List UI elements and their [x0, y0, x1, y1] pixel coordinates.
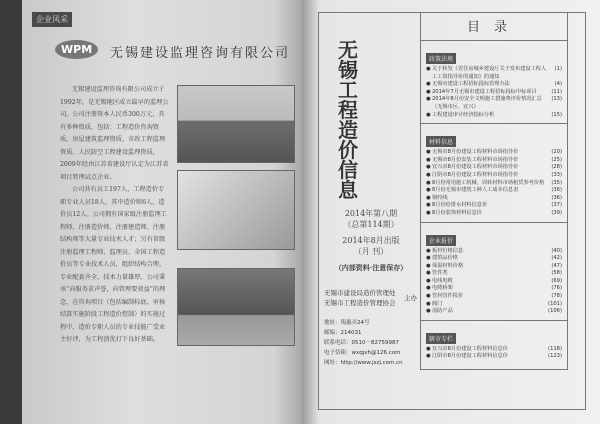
toc-item-page: (11) [551, 88, 562, 95]
paragraph: 公司共有员工197人，工程造价专职专业人员18人，其中造价师6人，造价员12人。公司拥有国家级注册监理工程师、注册造价师、注册建造师、注册结构师等大量专业技术人才；另有省级注册监理工程师、监理员、全国工程造价员等专业技术人员，组织结构合理，专业配套齐全，技术力量雄厚。公司秉承“向服务求声誉，向管理要效益”的理念，在咨询项目（包括编制标底、审核结算实施阶段工程造价控制）的实施过程中，造价专职人员的专业技能广受业主好评，为工程创优打下良好基础。 [60, 186, 167, 343]
toc-item-page: (78) [551, 293, 562, 300]
toc-item-title: 管件类 [432, 270, 448, 277]
toc-section [420, 40, 568, 123]
toc-item-page: (35) [551, 179, 562, 186]
toc-item-page: (36) [551, 187, 562, 194]
toc-item-page: (101) [548, 300, 562, 307]
bullet-icon: ● [426, 353, 431, 360]
toc-item-page: (1) [554, 66, 562, 72]
toc-sections [420, 40, 568, 365]
organizer: 无锡市建设局造价管理处 [324, 289, 396, 297]
issue-total: （总第114期） [343, 220, 399, 229]
toc-item-title: 8月份装饰材料信息价 [432, 209, 482, 216]
bullet-icon: ● [426, 111, 431, 118]
toc-item-page: (25) [551, 156, 562, 163]
organizer-block [324, 288, 418, 308]
issue-date: 2014年8月出版 [342, 236, 400, 245]
toc-item-page: (47) [551, 262, 562, 269]
toc-item-page: (33) [551, 171, 562, 178]
email: 电子信箱：wxqjxh@126.com [324, 350, 401, 356]
toc-title: 目录 [466, 20, 521, 35]
host-label: 主办 [404, 294, 417, 302]
toc-item[interactable] [426, 112, 562, 120]
toc-item-page: (123) [548, 353, 562, 360]
toc-item-title: 无锡市建设工程招标投标管理办法 [432, 81, 510, 88]
toc-item[interactable] [426, 202, 562, 210]
bullet-icon: ● [426, 308, 431, 315]
section-label: 政策法规 [426, 53, 456, 64]
bullet-icon: ● [426, 209, 431, 216]
toc-item-title: 8月份给排水材料信息价 [432, 202, 488, 209]
toc-item[interactable] [426, 293, 562, 301]
toc-item-page: (40) [551, 247, 562, 254]
toc-item-page: (42) [551, 255, 562, 262]
bullet-icon: ● [426, 262, 431, 269]
toc-item-page: (58) [551, 270, 562, 277]
company-name: 无锡建设监理咨询有限公司 [110, 46, 291, 61]
left-page [22, 0, 302, 424]
bullet-icon: ● [426, 285, 431, 292]
toc-item[interactable] [426, 66, 562, 81]
section-label: 企业报价 [426, 235, 456, 246]
bullet-icon: ● [426, 202, 431, 209]
photo-gym [177, 268, 295, 346]
bullet-icon: ● [426, 96, 431, 103]
toc-item[interactable] [426, 149, 562, 157]
bullet-icon: ● [426, 156, 431, 163]
company-intro [60, 84, 170, 347]
bullet-icon: ● [426, 66, 431, 72]
bullet-icon: ● [426, 277, 431, 284]
toc-item[interactable] [426, 255, 562, 263]
toc-item-page: (69) [551, 277, 562, 284]
toc-item-title: 消防产品 [432, 308, 453, 315]
toc-item-page: (76) [551, 285, 562, 292]
bullet-icon: ● [426, 255, 431, 262]
toc-item-title: 电线电缆 [432, 277, 453, 284]
toc-item-title: 工程建设审计经济指标分析 [432, 111, 495, 118]
toc-item-page: (20) [551, 149, 562, 156]
toc-item-title: 江阴市8月份建设工程材料市场指导价 [432, 171, 519, 178]
toc-item-page: (106) [548, 308, 562, 315]
toc-item-title: 管材管件报价 [432, 293, 464, 300]
magazine-title: 无锡工程造价信息 [338, 38, 358, 202]
issue-number: 2014年第八期 [344, 209, 398, 218]
toc-item[interactable] [426, 353, 562, 361]
organizers [324, 288, 400, 308]
address: 地址：锡惠弄24号 [324, 320, 370, 326]
toc-item-title: 无锡市8月份安装工程材料市场指导价 [432, 156, 519, 163]
toc-item-page: (4) [554, 81, 562, 88]
bullet-icon: ● [426, 300, 431, 307]
bullet-icon: ● [426, 270, 431, 277]
internal-note: （内部资料·注意保存） [334, 263, 408, 272]
toc-item-title: 8月份常用施工机械、周转材料市场租赁参考价格 [432, 179, 545, 186]
toc-item-title: 阀门 [432, 300, 443, 307]
toc-item-title: 8月份无锡市建筑工种人工成本信息表 [432, 187, 519, 194]
toc-item-title: 江阴市8月份建设工程材料信息价 [432, 353, 508, 360]
toc-section [420, 123, 568, 221]
toc-item-title: 保温材料价格 [432, 262, 464, 269]
wpm-logo: WPM [55, 40, 98, 59]
toc-section [420, 320, 568, 365]
toc-item[interactable] [426, 270, 562, 278]
toc-item-title: 电缆桥架 [432, 285, 453, 292]
toc-item-page: (15) [551, 111, 562, 118]
toc-item-title: 板材价格信息 [432, 247, 464, 254]
toc-item[interactable] [426, 187, 562, 195]
toc-item-page: (39) [551, 209, 562, 216]
postcode: 邮编：214031 [324, 330, 362, 336]
toc-item[interactable] [426, 308, 562, 316]
contact-info [324, 318, 416, 368]
toc-item[interactable] [426, 172, 562, 180]
toc-section [420, 222, 568, 320]
bullet-icon: ● [426, 81, 431, 88]
phone: 联系电话：0510－82759987 [324, 340, 399, 346]
bullet-icon: ● [426, 194, 431, 201]
toc-item-title: 钢绞线 [432, 194, 448, 201]
bullet-icon: ● [426, 171, 431, 178]
toc-item-page: (28) [551, 164, 562, 171]
toc-item[interactable] [426, 285, 562, 293]
toc-item-title: 无锡市8月份建设工程材料市场指导价 [432, 149, 519, 156]
toc-item-title: 建筑品价格 [432, 255, 458, 262]
section-label: 辖市专栏 [426, 333, 456, 344]
bullet-icon: ● [426, 247, 431, 254]
toc-item-title: 2014年7月无锡市建设工程招标投标中标项目 [432, 88, 537, 95]
bullet-icon: ● [426, 149, 431, 156]
bullet-icon: ● [426, 164, 431, 171]
bullet-icon: ● [426, 88, 431, 95]
toc-item[interactable] [426, 248, 562, 256]
issue-info [326, 208, 416, 273]
section-label: 材料信息 [426, 136, 456, 147]
organizer: 无锡市工程造价管理协会 [324, 299, 396, 307]
toc-item[interactable] [426, 164, 562, 172]
toc-item[interactable] [426, 180, 562, 188]
bullet-icon: ● [426, 345, 431, 352]
section-tag: 企业风采 [32, 12, 72, 27]
bullet-icon: ● [426, 187, 431, 194]
toc-item-page: (36) [551, 194, 562, 201]
toc-item[interactable] [426, 81, 562, 89]
website: 网址：http://www.jszj.com.cn [324, 360, 403, 366]
bullet-icon: ● [426, 293, 431, 300]
toc-item-page: (118) [548, 345, 562, 352]
paragraph: 无锡建设监理咨询有限公司成立于1992年，是无锡地区成立最早的监理公司。公司注册资本人民币300万元，具有多种资质，包括：工程造价咨询资质、房屋建筑监理资质、市政工程监理资质、人民防空工程建设监理资质，2009年经由江苏省建设厅认定为江苏省项目管理试点企业。 [60, 86, 169, 181]
toc-item[interactable] [426, 210, 562, 218]
toc-item-title: 宜兴市8月份建设工程材料市场指导价 [432, 164, 519, 171]
toc-item-page: (13) [551, 96, 562, 103]
photo-office [177, 170, 295, 250]
toc-item-title: 关于转发《省住房城乡建设厅关于发布建设工程人工工资指导价的通知》的通知 [432, 66, 547, 80]
photo-pavilion [177, 85, 295, 163]
bullet-icon: ● [426, 179, 431, 186]
issue-frequency: （月 刊） [353, 247, 389, 256]
toc-item[interactable] [426, 96, 562, 111]
toc-item-title: 2014年8月份安全文明施工措施费评价情况汇总（无锡市区、宜兴） [432, 96, 542, 110]
toc-item-title: 宜兴市8月份建设工程材料信息价 [432, 345, 508, 352]
toc-item-page: (37) [551, 202, 562, 209]
